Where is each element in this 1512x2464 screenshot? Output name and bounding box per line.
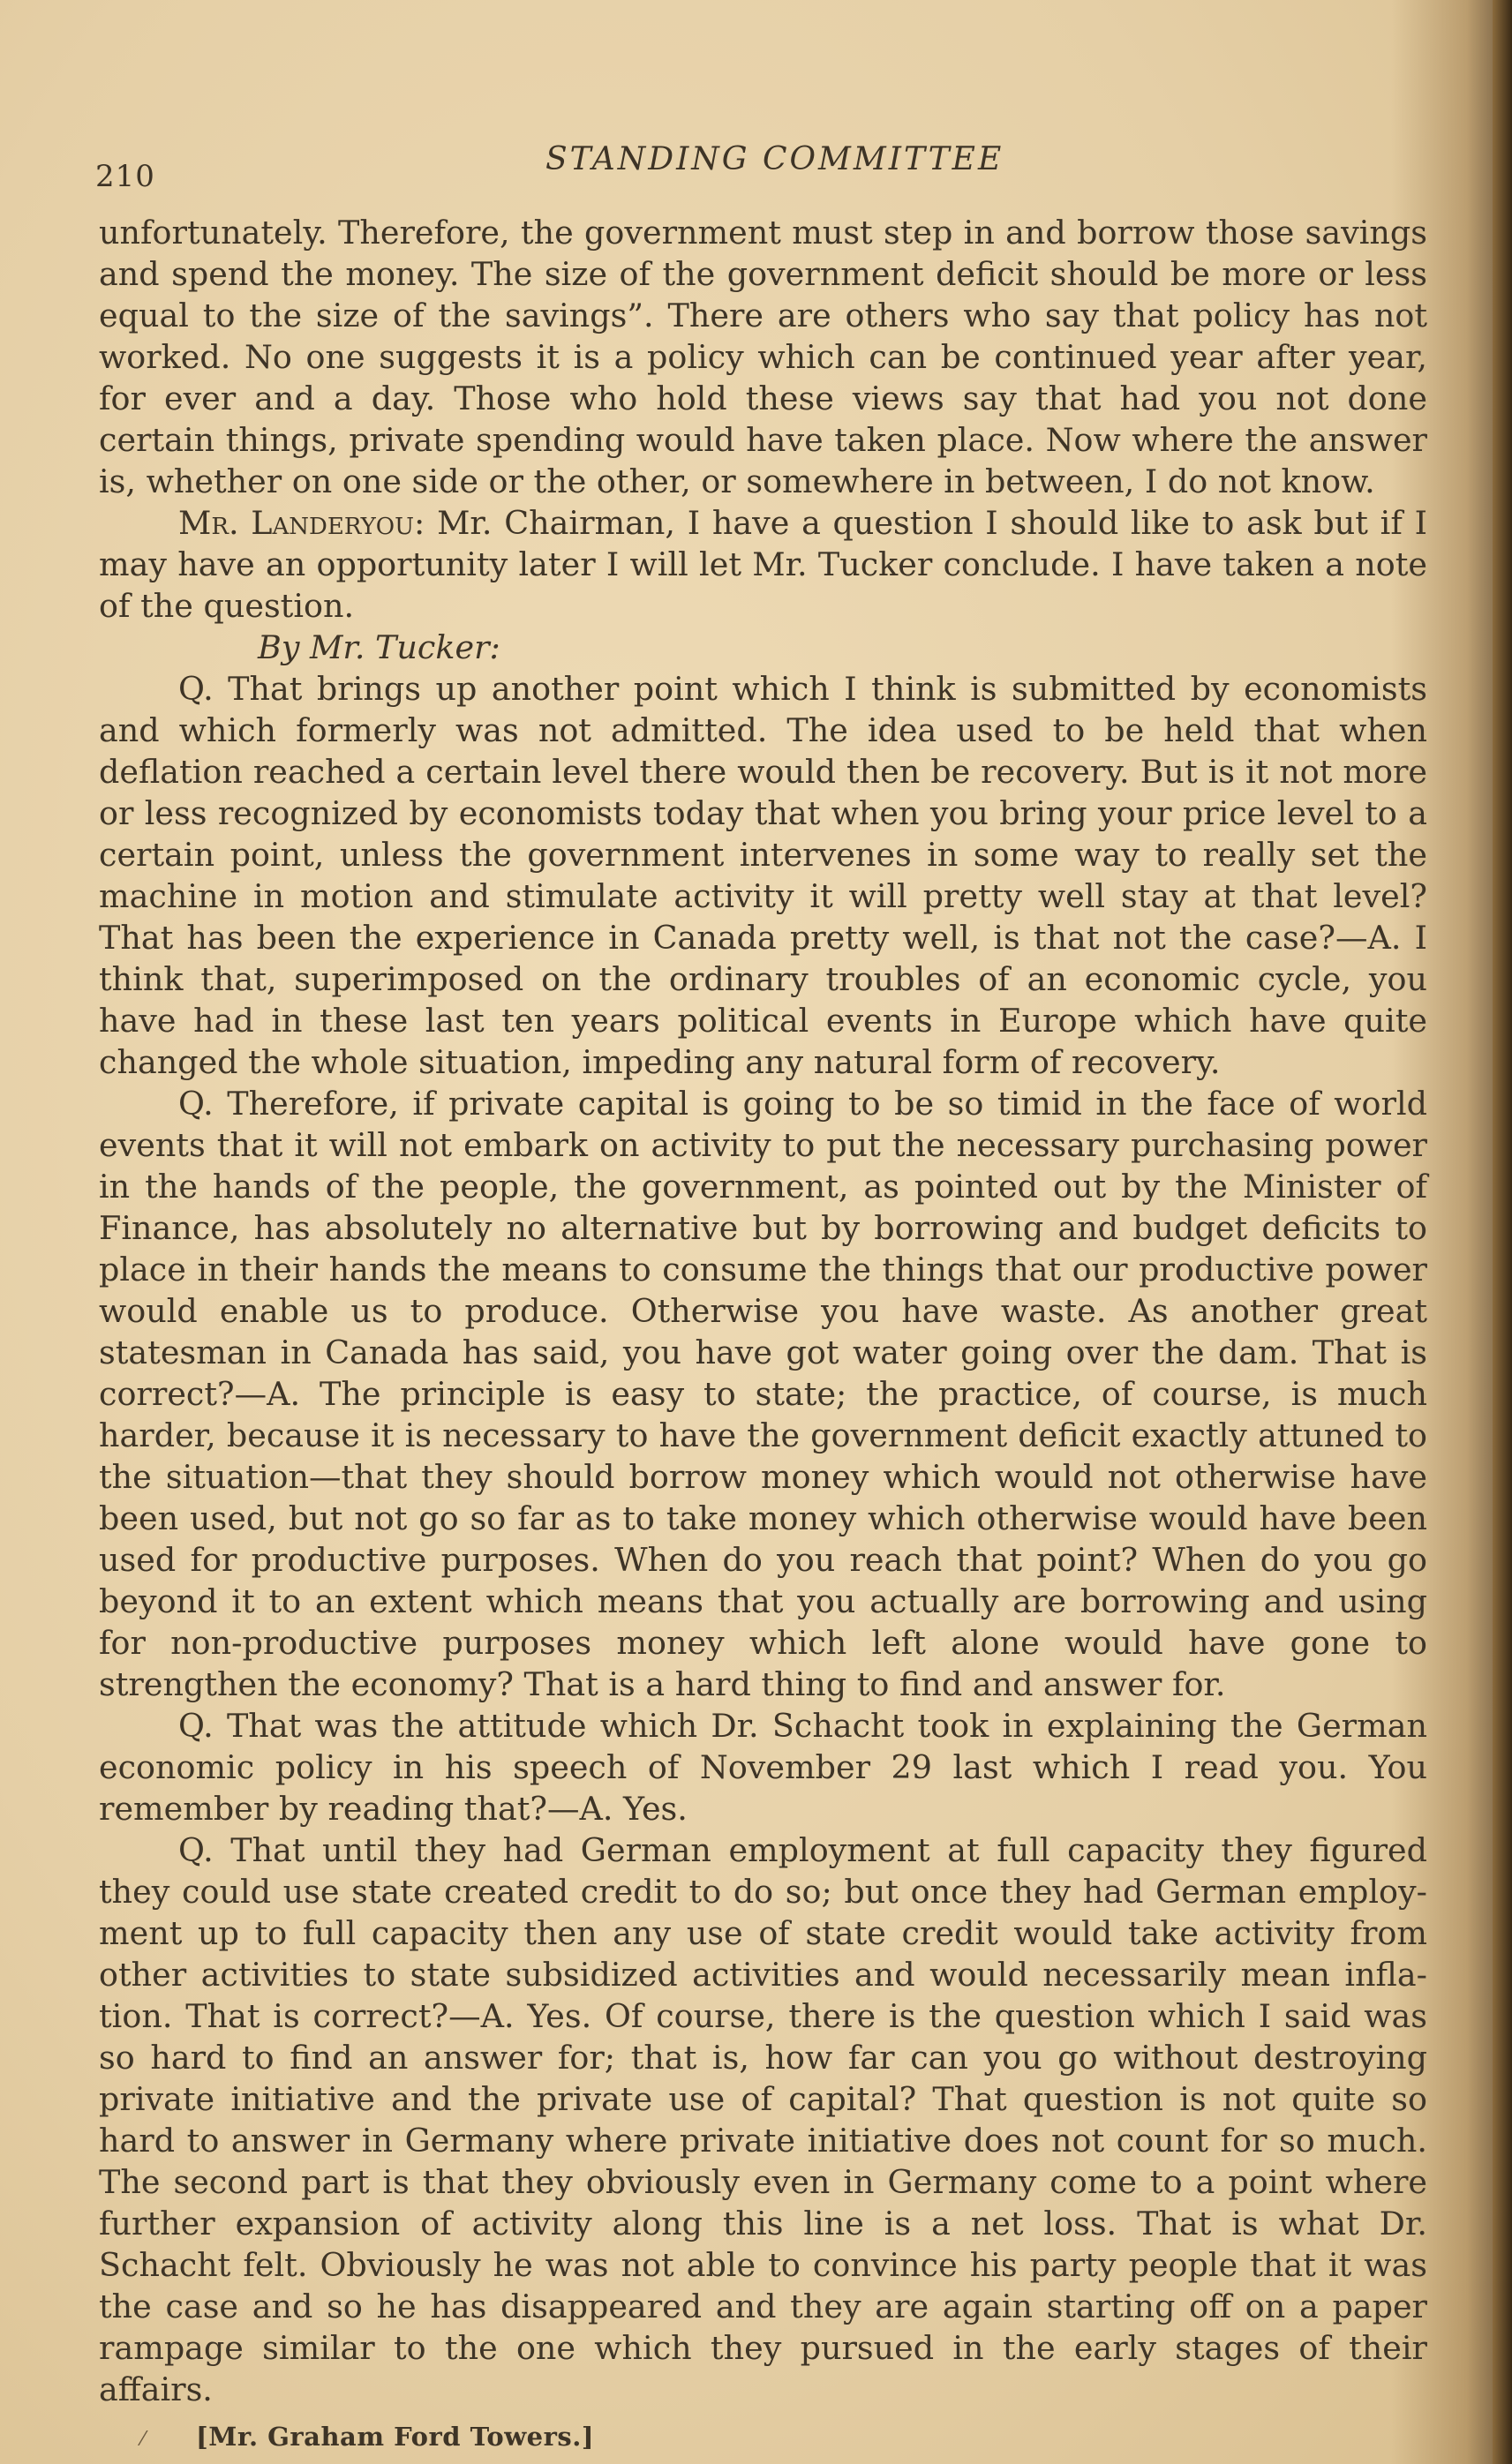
question-paragraph: Q. That brings up another point which I think is submitted by economists and which formerly was not admitted. The idea used to be held that when deflation reached a certain level there would then be recovery. But is it not more or less recognized by economists today that when you bring your price level to a certain point, unless the government intervenes in some way to really set the machine in motion and stimulate activity it will pretty well stay at that level? That has been the experience in Canada pretty well, is that not the case?—A. I think that, superimposed on the ordinary troubles of an economic cycle, you have had in these last ten years political events in Europe which have quite changed the whole situation, impeding any natural form of recovery. xyxy=(99,670,1427,1081)
speaker-statement: Mr. Chairman, I have a question I should like to ask but if I may have an opportunity later I will let Mr. Tucker conclude. I have taken a note of the question. xyxy=(99,504,1427,625)
speaker-name: Mr. Landeryou: xyxy=(178,504,425,542)
page-number: 210 xyxy=(95,159,155,194)
page-header xyxy=(95,141,1415,194)
question-paragraph: Q. That until they had German employment at full capacity they figured they could use state created credit to do so; but once they had German employment up to full capacity then any use of state credit would take activity from other activities to state subsidized activities and would necessarily mean inflation. That is correct?—A. Yes. Of course, there is the question which I said was so hard to find an answer for; that is, how far can you go without destroying private initiative and the private use of capital? That question is not quite so hard to answer in Germany where private initiative does not count for so much. The second part is that they obviously even in Germany come to a point where further expansion of activity along this line is a net loss. That is what Dr. Schacht felt. Obviously he was not able to convince his party people that it was the case and so he has disappeared and they are again starting off on a paper rampage similar to the one which they pursued in the early stages of their affairs. xyxy=(99,1831,1427,2408)
running-head: STANDING COMMITTEE xyxy=(545,141,1004,177)
pencil-margin-mark: ⁄ xyxy=(141,2429,145,2451)
question-paragraph: Q. Therefore, if private capital is going to be so timid in the face of world events that it will not embark on activity to put the necessary purchasing power in the hands of the people, the government, as pointed out by the Minister of Finance, has absolutely no alternative but by borrowing and budget deficits to place in their hands the means to consume the things that our productive power would enable us to produce. Otherwise you have waste. As another great statesman in Canada has said, you have got water going over the dam. That is correct?—A. The principle is easy to state; the practice, of course, is much harder, because it is necessary to have the government deficit exactly attuned to the situation—that they should borrow money which would not otherwise have been used, but not go so far as to take money which otherwise would have been used for productive purposes. When do you reach that point? When do you go beyond it to an extent which means that you actually are borrowing and using for non-productive purposes money which left alone would have gone to strengthen the economy? That is a hard thing to find and answer for. xyxy=(99,1085,1427,1703)
witness-footer: [Mr. Graham Ford Towers.] xyxy=(196,2422,595,2452)
paragraph-continuation: unfortunately. Therefore, the government must step in and borrow those savings and spend the money. The size of the government deficit should be more or less equal to the size of the savings”. There are others who say that policy has not worked. No one suggests it is a policy which can be continued year after year, for ever and a day. Those who hold these views say that had you not done certain things, private spending would have taken place. Now where the answer is, whether on one side or the other, or somewhere in between, I do not know. xyxy=(99,214,1427,500)
body-text xyxy=(99,212,1427,2410)
book-spine-shadow xyxy=(1493,0,1512,2464)
paragraph-landeryou xyxy=(99,502,1427,627)
question-paragraph: Q. That was the attitude which Dr. Schacht took in explaining the German economic policy in his speech of November 29 last which I read you. You remember by reading that?—A. Yes. xyxy=(99,1707,1427,1828)
examiner-heading: By Mr. Tucker: xyxy=(258,628,500,666)
